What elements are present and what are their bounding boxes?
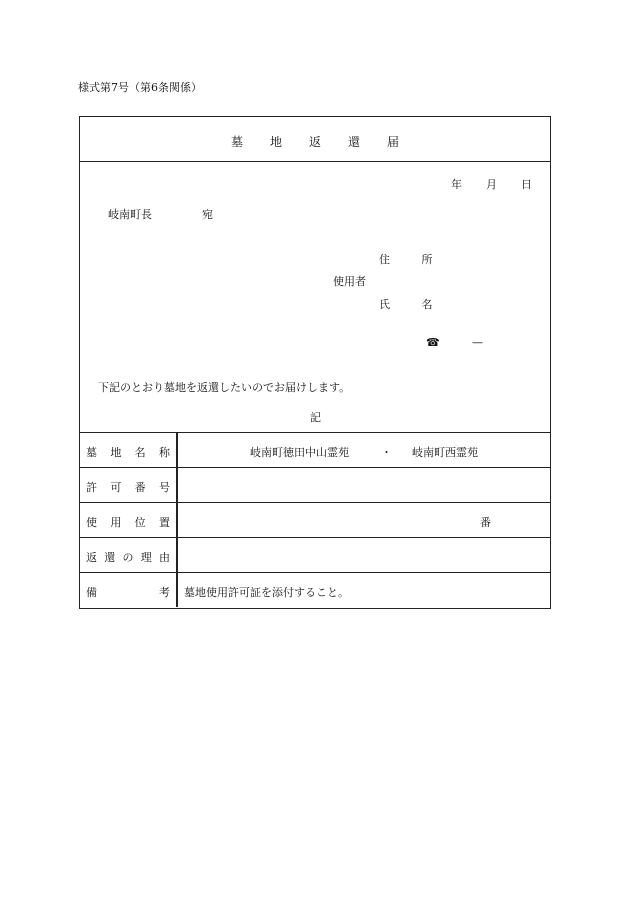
table-header-cell — [80, 538, 178, 572]
permit-number-label — [86, 479, 170, 495]
label-char: 号 — [158, 481, 170, 494]
phone-separator: — — [472, 336, 483, 349]
table-value-cell — [178, 433, 550, 467]
form-number: 様式第7号（第6条関係） — [78, 81, 202, 94]
cemetery-option-nishi[interactable]: 岐南町西霊苑 — [412, 446, 478, 459]
lot-number-suffix: 番 — [480, 516, 491, 529]
use-location-field[interactable] — [178, 503, 550, 537]
label-char: 用 — [110, 516, 122, 529]
remarks-label — [86, 584, 170, 600]
label-char: 可 — [110, 481, 122, 494]
form-title: 墓地返還届 — [230, 135, 426, 149]
label-char: 置 — [158, 516, 170, 529]
table-header-cell — [80, 503, 178, 537]
table-header-cell — [80, 573, 178, 607]
use-location-label — [86, 514, 170, 530]
label-char: 備 — [86, 586, 97, 599]
label-char: 称 — [158, 446, 170, 459]
label-char: 考 — [159, 586, 170, 599]
addressee-honorific: 宛 — [202, 208, 213, 221]
label-char: 許 — [86, 481, 97, 494]
table-row-use-location — [80, 502, 550, 537]
label-char: 返 — [86, 551, 97, 564]
date-year-label: 年 — [451, 178, 462, 191]
addressee-name: 岐南町長 — [108, 208, 152, 221]
table-row-remarks — [80, 572, 550, 607]
user-label: 使用者 — [333, 275, 366, 288]
label-char: 理 — [140, 551, 152, 564]
table-header-cell — [80, 468, 178, 502]
name-label: 氏 名 — [379, 298, 447, 311]
label-char: 名 — [134, 446, 146, 459]
label-char: の — [122, 551, 134, 564]
label-char: 還 — [104, 551, 116, 564]
form-frame — [79, 116, 551, 609]
details-table — [80, 432, 550, 607]
cemetery-option-separator: ・ — [381, 446, 392, 459]
table-row-return-reason — [80, 537, 550, 572]
telephone-icon: ☎ — [426, 336, 440, 349]
remarks-text: 墓地使用許可証を添付すること。 — [184, 586, 349, 599]
label-char: 番 — [134, 481, 146, 494]
label-char: 墓 — [86, 446, 97, 459]
table-row-cemetery-name — [80, 432, 550, 467]
ki-label: 記 — [310, 411, 321, 424]
permit-number-field[interactable] — [178, 468, 550, 502]
date-day-label: 日 — [521, 178, 532, 191]
label-char: 位 — [134, 516, 146, 529]
date-month-label: 月 — [486, 178, 497, 191]
statement-text: 下記のとおり墓地を返還したいのでお届けします。 — [98, 381, 351, 394]
cemetery-name-label — [86, 444, 170, 460]
table-header-cell — [80, 433, 178, 467]
return-reason-label — [86, 549, 170, 565]
return-reason-field[interactable] — [178, 538, 550, 572]
remarks-field — [178, 573, 550, 607]
address-label: 住 所 — [379, 253, 447, 266]
table-row-permit-number — [80, 467, 550, 502]
title-row — [80, 117, 550, 162]
label-char: 使 — [86, 516, 97, 529]
label-char: 地 — [110, 446, 122, 459]
cemetery-option-nakayama[interactable]: 岐南町徳田中山霊苑 — [250, 446, 349, 459]
label-char: 由 — [159, 551, 170, 564]
